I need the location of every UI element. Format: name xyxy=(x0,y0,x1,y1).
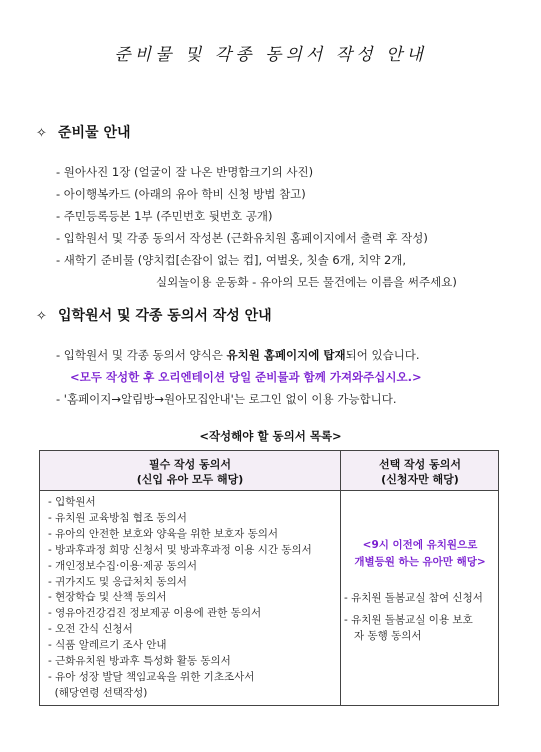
homepage-emphasis: 유치원 홈페이지에 탑재 xyxy=(226,348,346,362)
consent-forms-table xyxy=(39,450,499,706)
supplies-list xyxy=(56,161,457,293)
table-row: - 귀가지도 및 응급처치 동의서 xyxy=(48,575,187,588)
table-row: - 입학원서 xyxy=(48,496,96,508)
table-row: - 유치원 돌봄교실 이용 보호 xyxy=(344,613,473,626)
required-column-header xyxy=(40,457,340,487)
bring-forms-notice: <모두 작성한 후 오리엔테이션 당일 준비물과 함께 가져와주십시오.> xyxy=(70,370,422,384)
section-heading-supplies xyxy=(36,122,131,142)
section-title: 준비물 안내 xyxy=(58,125,131,141)
table-caption: <작성해야 할 동의서 목록> xyxy=(199,429,342,443)
header-subtitle: (신입 유아 모두 해당) xyxy=(136,473,244,486)
optional-forms-list xyxy=(344,591,494,645)
header-title: 필수 작성 동의서 xyxy=(148,458,232,471)
list-item: - 원아사진 1장 (얼굴이 잘 나온 반명함크기의 사진) xyxy=(56,165,314,179)
list-item: - 주민등록등본 1부 (주민번호 뒷번호 공개) xyxy=(56,209,273,223)
optional-column-header xyxy=(341,457,499,487)
optional-eligibility-note xyxy=(342,537,498,571)
table-row: - 유아의 안전한 보호와 양육을 위한 보호자 동의서 xyxy=(48,527,279,540)
table-row: - 영유아건강검진 정보제공 이용에 관한 동의서 xyxy=(48,607,262,620)
list-item: - 새학기 준비물 (양치컵[손잡이 없는 컵], 여벌옷, 칫솔 6개, 치약 2개, xyxy=(56,253,407,267)
page-title: 준비물 및 각종 동의서 작성 안내 xyxy=(114,45,427,65)
list-item: - '홈페이지→알림방→원아모집안내'는 로그인 없이 이용 가능합니다. xyxy=(56,392,397,406)
table-row: - 유치원 교육방침 협조 동의서 xyxy=(48,511,187,524)
note-line: <9시 이전에 유치원으로 xyxy=(362,539,478,551)
table-row: - 유치원 돌봄교실 참여 신청서 xyxy=(344,592,483,604)
diamond-bullet-icon: ✧ xyxy=(36,309,47,324)
list-item xyxy=(56,344,422,366)
column-divider xyxy=(340,451,341,705)
table-row: - 개인정보수집·이용·제공 동의서 xyxy=(48,559,197,572)
table-row: - 근화유치원 방과후 특성화 활동 동의서 xyxy=(48,655,231,668)
text-segment: 되어 있습니다. xyxy=(345,348,420,362)
required-forms-list xyxy=(48,495,312,702)
table-row: - 현장학습 및 산책 동의서 xyxy=(48,591,167,604)
header-subtitle: (신청자만 해당) xyxy=(381,473,459,486)
table-row: 자 동행 동의서 xyxy=(354,629,422,642)
text-segment: - 입학원서 및 각종 동의서 양식은 xyxy=(56,348,227,362)
table-row: - 유아 성장 발달 책임교육을 위한 기초조사서 xyxy=(48,670,255,683)
list-item: - 입학원서 및 각종 동의서 작성본 (근화유치원 홈페이지에서 출력 후 작성) xyxy=(56,231,428,245)
header-title: 선택 작성 동의서 xyxy=(378,458,462,471)
section-title: 입학원서 및 각종 동의서 작성 안내 xyxy=(58,308,272,324)
table-row: - 식품 알레르기 조사 안내 xyxy=(48,639,167,652)
table-row: (해당연령 선택작성) xyxy=(48,686,148,699)
list-item: - 아이행복카드 (아래의 유아 학비 신청 방법 참고) xyxy=(56,187,306,201)
list-item-continuation: 실외놀이용 운동화 - 유아의 모든 물건에는 이름을 써주세요) xyxy=(156,275,457,289)
diamond-bullet-icon: ✧ xyxy=(36,126,47,141)
note-line: 개별등원 하는 유아만 해당> xyxy=(354,556,486,568)
table-row: - 오전 간식 신청서 xyxy=(48,623,133,636)
forms-list xyxy=(56,344,422,410)
section-heading-forms xyxy=(36,305,272,325)
table-row: - 방과후과정 희망 신청서 및 방과후과정 이용 시간 동의서 xyxy=(48,543,312,556)
table-header-row xyxy=(40,451,498,491)
